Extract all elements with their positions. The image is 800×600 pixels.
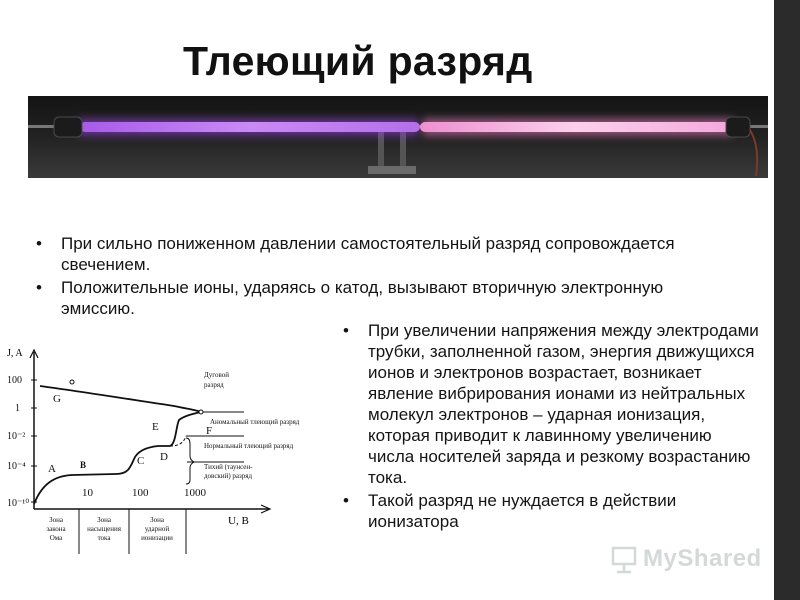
watermark-text: MyShared	[643, 545, 762, 572]
iv-characteristic-diagram	[4, 344, 334, 580]
brace	[186, 438, 194, 484]
watermark	[610, 544, 770, 574]
glow-pink	[420, 122, 730, 132]
zone-label-saturation: насыщения	[87, 525, 121, 533]
point-label-d: D	[160, 451, 168, 463]
glow-purple	[80, 122, 420, 132]
watermark-logo-icon	[610, 544, 640, 574]
zone-label-impact: ионизации	[141, 534, 173, 542]
y-tick-label: 10⁻²	[7, 431, 26, 442]
slide-title: Тлеющий разряд	[183, 38, 533, 84]
zone-label-impact: ударной	[144, 525, 170, 533]
region-label-quiet: довский) разряд	[204, 472, 253, 480]
bullet-item: • Такой разряд не нуждается в действии ионизатора	[340, 490, 760, 532]
x-tick-label: 10	[82, 487, 93, 499]
zone-label-ohm: закона	[46, 525, 66, 533]
x-tick-label: 1000	[184, 487, 206, 499]
bullet-list-top	[33, 233, 693, 321]
zone-label-saturation: Зона	[97, 516, 111, 524]
bullet-list-right	[340, 320, 760, 534]
point-label-b: B	[80, 460, 87, 470]
bullet-item: • Положительные ионы, ударяясь о катод, вызывают вторичную электронную эмиссию.	[33, 277, 693, 319]
region-label-arc: Дуговой	[204, 371, 229, 379]
region-label-normal: Нормальный тлеющий разряд	[204, 442, 294, 450]
electrode-left	[54, 117, 82, 137]
region-label-quiet: Тихий (таунсен-	[204, 463, 253, 471]
photo-background	[28, 96, 768, 178]
bullet-item: • При увеличении напряжения между электродами трубки, заполненной газом, энергия движущихся ионов и электронов возрастает, возникает явление вибрирования ионами из нейтральных молекул электронов – ударная ионизация, которая приводит к лавинному увеличению числа носителей заряда и резкому возрастанию тока.	[340, 320, 760, 488]
point-label-c: C	[137, 455, 145, 467]
y-tick-label: 10⁻¹⁰	[7, 498, 30, 509]
right-accent-bar	[774, 0, 800, 600]
point-label-a: A	[48, 463, 56, 475]
region-label-arc: разряд	[204, 381, 224, 389]
iv-curve-main	[34, 412, 201, 504]
iv-curve-arc	[40, 386, 201, 412]
zone-label-ohm: Зона	[49, 516, 63, 524]
discharge-tube-photo	[28, 96, 768, 178]
x-tick-label: 100	[132, 487, 149, 499]
zone-label-impact: Зона	[150, 516, 164, 524]
y-axis-label: J, A	[7, 348, 23, 359]
point-label-g: G	[53, 393, 61, 405]
point-label-e: E	[152, 421, 159, 433]
region-label-anomalous: Аномальный тлеющий разряд	[210, 418, 300, 426]
bullet-item: • При сильно пониженном давлении самостоятельный разряд сопровождается свечением.	[33, 233, 693, 275]
electrode-right	[726, 117, 750, 137]
y-tick-label: 100	[7, 375, 22, 386]
y-tick-label: 10⁻⁴	[7, 461, 26, 472]
y-tick-label: 1	[15, 403, 20, 414]
zone-label-ohm: Ома	[49, 534, 63, 542]
x-axis-label: U, B	[228, 515, 249, 527]
zone-label-saturation: тока	[97, 534, 111, 542]
tube-stand-base	[368, 166, 416, 174]
point-label-f: F	[206, 425, 213, 437]
